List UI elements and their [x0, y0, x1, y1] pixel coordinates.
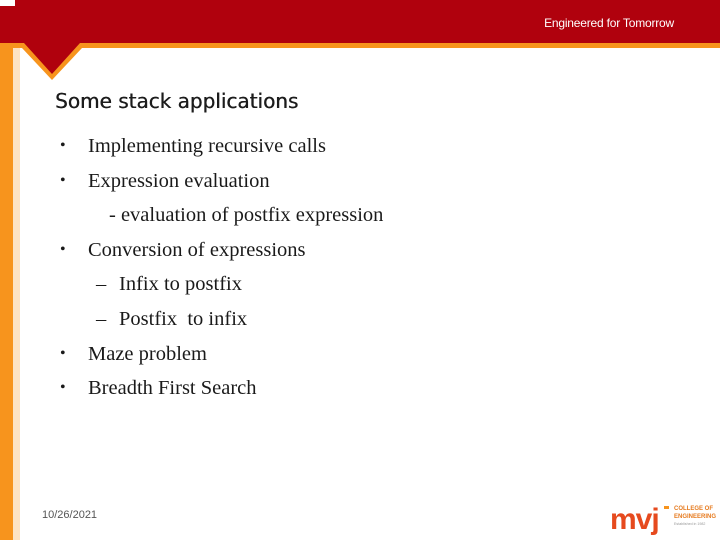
header-banner — [0, 0, 720, 92]
svg-text:mvj: mvj — [610, 503, 659, 536]
bullet-marker: • — [60, 171, 66, 189]
mvj-college-logo — [608, 502, 720, 538]
bullet-marker: • — [60, 137, 66, 154]
bullet-list — [60, 130, 383, 407]
bullet-marker: • — [60, 344, 66, 362]
dash-marker: – — [96, 273, 107, 296]
logo-line-college: COLLEGE OF — [674, 506, 713, 512]
list-item-text: Implementing recursive calls — [88, 135, 326, 157]
logo-line-engineering: ENGINEERING — [674, 513, 717, 520]
list-item-text: Conversion of expressions — [88, 238, 306, 261]
list-item — [60, 165, 383, 200]
list-item-text: Expression evaluation — [88, 169, 270, 192]
list-item-text: Infix to postfix — [119, 273, 242, 296]
footer-date: 10/26/2021 — [42, 509, 98, 521]
list-item — [60, 199, 383, 234]
logo-text — [674, 506, 716, 529]
list-item-text: Postfix to infix — [119, 307, 248, 330]
slide-title: Some stack applications — [55, 89, 299, 113]
bullet-marker: • — [60, 240, 66, 258]
list-item — [60, 372, 383, 407]
logo-line-established: Established in 1982 — [674, 522, 706, 527]
list-item-text: Breadth First Search — [88, 377, 257, 400]
left-accent-bar — [0, 48, 13, 540]
brand-tagline: Engineered for Tomorrow — [544, 16, 674, 30]
mvj-wordmark-icon — [608, 502, 674, 536]
list-item-text: - evaluation of postfix expression — [109, 204, 384, 227]
left-accent-bar-inner — [13, 48, 20, 540]
list-item — [60, 268, 383, 303]
list-item — [60, 234, 383, 269]
list-item — [60, 130, 383, 165]
list-item — [60, 338, 383, 373]
dash-marker: – — [96, 307, 107, 330]
banner-white-notch — [0, 0, 15, 6]
list-item-text: Maze problem — [88, 342, 207, 365]
bullet-marker: • — [60, 379, 66, 397]
banner-red-shape — [0, 0, 720, 74]
list-item — [60, 303, 383, 338]
